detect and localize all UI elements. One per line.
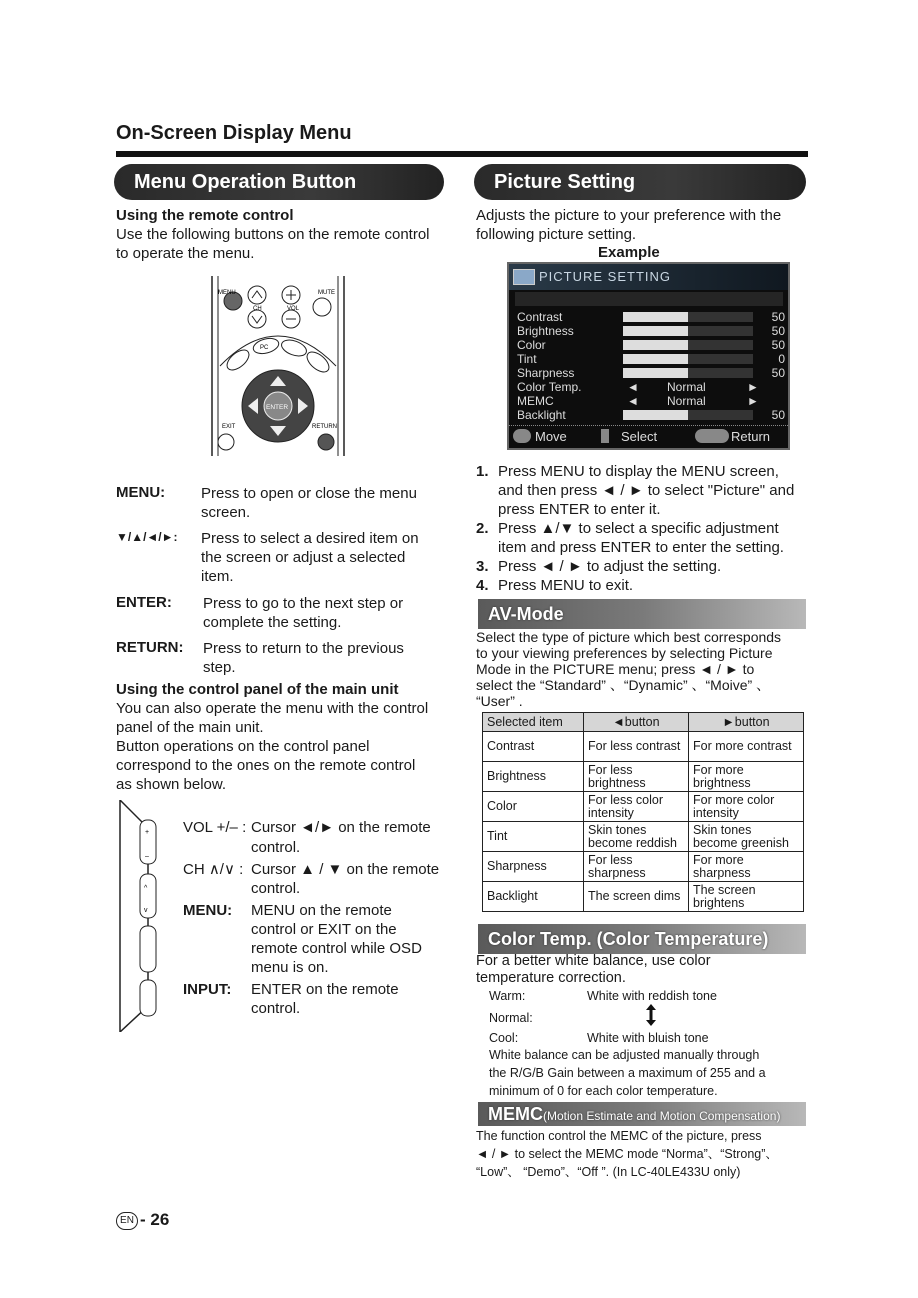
panel-vol-line-1: Cursor ◄/► on the remote (251, 819, 431, 836)
panel-input-term: INPUT: (183, 981, 232, 998)
panel-menu-term: MENU: (183, 902, 233, 919)
step-2-num: 2. (476, 520, 489, 537)
osd-row-value: 50 (771, 338, 785, 352)
memc-text-3: “Low”、 “Demo”、“Off ”. (In LC-40LE433U only) (476, 1165, 741, 1179)
osd-row-value: 50 (771, 408, 785, 422)
svg-text:v: v (144, 907, 148, 914)
ct-cool-name: Cool: (489, 1031, 519, 1045)
pc-key-label: PC (260, 345, 269, 351)
table-cell: For more sharpness (689, 852, 804, 882)
av-text-1: Select the type of picture which best corresponds (476, 629, 782, 645)
panel-vol-term: VOL +/– : (183, 819, 247, 836)
def-return-line-2: step. (203, 659, 236, 676)
def-return-line-1: Press to return to the previous (203, 640, 404, 657)
osd-row-name: Brightness (517, 324, 574, 338)
step-3-line-1: Press ◄ / ► to adjust the setting. (498, 558, 722, 575)
step-3-num: 3. (476, 558, 489, 575)
osd-level-bar (623, 410, 753, 420)
table-cell: Contrast (483, 732, 584, 762)
remote-control-illustration (208, 276, 348, 456)
vol-key-label: VOL (287, 306, 300, 312)
panel-menu-line-3: remote control while OSD (251, 940, 422, 957)
osd-row-tint (517, 352, 787, 366)
table-cell: For less color intensity (584, 792, 689, 822)
memc-title: MEMC (488, 1104, 543, 1124)
av-mode-table (482, 712, 804, 912)
panel-ch-term: CH ∧/∨ : (183, 861, 244, 878)
osd-row-name: Sharpness (517, 366, 575, 380)
av-text-2: to your viewing preferences by selecting Picture (476, 645, 773, 661)
picture-setting-banner: Picture Setting (474, 164, 806, 200)
osd-row-memc (517, 394, 787, 408)
osd-row-value: 50 (771, 366, 785, 380)
osd-row-color (517, 338, 787, 352)
table-row (483, 762, 804, 792)
table-row (483, 882, 804, 912)
panel-intro-1: You can also operate the menu with the control (116, 700, 429, 717)
panel-menu-line-1: MENU on the remote (251, 902, 392, 919)
table-cell: Color (483, 792, 584, 822)
osd-row-mode: Normal (667, 394, 706, 408)
ct-note-3: minimum of 0 for each color temperature. (489, 1084, 718, 1098)
def-arrows-line-2: the screen or adjust a selected (201, 549, 406, 566)
svg-text:+: + (145, 829, 150, 836)
title-rule (116, 151, 808, 157)
table-cell: For more contrast (689, 732, 804, 762)
panel-intro-4: correspond to the ones on the remote control (116, 757, 416, 774)
page-title: On-Screen Display Menu (116, 122, 352, 144)
osd-level-bar (623, 312, 753, 322)
step-2-line-1: Press ▲/▼ to select a specific adjustment (498, 520, 779, 537)
table-row (483, 852, 804, 882)
ct-cool-desc: White with bluish tone (587, 1031, 709, 1045)
menu-operation-banner: Menu Operation Button (114, 164, 444, 200)
step-1-line-3: press ENTER to enter it. (498, 501, 661, 518)
osd-return-label: Return (731, 429, 771, 444)
table-cell: For less sharpness (584, 852, 689, 882)
osd-select-label: Select (621, 429, 658, 444)
panel-vol-line-2: control. (251, 839, 301, 856)
av-mode-title: AV-Mode (478, 599, 806, 629)
svg-text:–: – (145, 853, 149, 860)
osd-row-sharpness (517, 366, 787, 380)
table-header-row (483, 713, 804, 732)
def-arrows-line-1: Press to select a desired item on (201, 530, 419, 547)
panel-menu-line-4: menu is on. (251, 959, 329, 976)
right-arrow-icon: ► (747, 380, 759, 394)
remote-intro-line-2: to operate the menu. (116, 245, 255, 262)
osd-row-backlight (517, 408, 787, 422)
ct-warm-name: Warm: (489, 989, 526, 1003)
osd-level-bar (623, 340, 753, 350)
table-cell: For more color intensity (689, 792, 804, 822)
panel-input-line-1: ENTER on the remote (251, 981, 399, 998)
ct-warm-desc: White with reddish tone (587, 989, 717, 1003)
osd-row-name: Color Temp. (517, 380, 582, 394)
table-row (483, 792, 804, 822)
osd-row-name: Backlight (517, 408, 566, 422)
up-down-arrow-icon (645, 1003, 657, 1027)
color-temp-title: Color Temp. (Color Temperature) (478, 924, 806, 954)
menu-key-label: MENU (218, 290, 236, 296)
osd-row-name: Color (517, 338, 546, 352)
panel-ch-line-1: Cursor ▲ / ▼ on the remote (251, 861, 440, 878)
osd-row-name: Contrast (517, 310, 563, 324)
picture-intro-1: Adjusts the picture to your preference with the (476, 207, 782, 224)
def-term-menu: MENU: (116, 484, 166, 501)
osd-tab-strip (515, 292, 783, 306)
def-menu-line-1: Press to open or close the menu (201, 485, 417, 502)
panel-intro-3: Button operations on the control panel (116, 738, 370, 755)
language-badge: EN (116, 1212, 138, 1230)
memc-text-2: ◄ / ► to select the MEMC mode “Norma”、“Strong”、 (476, 1147, 778, 1161)
table-row (483, 822, 804, 852)
table-row (483, 732, 804, 762)
table-cell: Backlight (483, 882, 584, 912)
memc-subtitle: (Motion Estimate and Motion Compensation) (543, 1109, 781, 1123)
panel-intro-2: panel of the main unit. (116, 719, 264, 736)
def-term-return: RETURN: (116, 639, 184, 656)
ch-key-label: CH (253, 306, 262, 312)
step-4-line-1: Press MENU to exit. (498, 577, 634, 594)
ct-normal-name: Normal: (489, 1011, 533, 1025)
right-arrow-icon: ► (747, 394, 759, 408)
table-cell: Sharpness (483, 852, 584, 882)
def-menu-line-2: screen. (201, 504, 251, 521)
step-1-num: 1. (476, 463, 489, 480)
osd-move-label: Move (535, 429, 567, 444)
osd-row-contrast (517, 310, 787, 324)
def-term-arrows: ▼/▲/◄/►: (116, 530, 178, 544)
osd-level-bar (623, 326, 753, 336)
table-cell: For more brightness (689, 762, 804, 792)
step-1-line-1: Press MENU to display the MENU screen, (498, 463, 779, 480)
osd-row-color-temp (517, 380, 787, 394)
table-cell: Skin tones become greenish (689, 822, 804, 852)
ct-text-1: For a better white balance, use color (476, 953, 711, 969)
av-text-5: “User” . (476, 693, 523, 709)
osd-row-name: MEMC (517, 394, 554, 408)
picture-intro-2: following picture setting. (476, 226, 637, 243)
step-1-line-2: and then press ◄ / ► to select "Picture" and (498, 482, 795, 499)
def-arrows-line-3: item. (201, 568, 234, 585)
panel-input-line-2: control. (251, 1000, 301, 1017)
select-icon (601, 429, 609, 443)
osd-level-bar (623, 368, 753, 378)
osd-level-bar (623, 354, 753, 364)
av-text-4: select the “Standard” 、“Dynamic” 、“Moive” 、 (476, 677, 771, 693)
table-cell: Tint (483, 822, 584, 852)
remote-intro-line-1: Use the following buttons on the remote control (116, 226, 430, 243)
ct-note-2: the R/G/B Gain between a maximum of 255 and a (489, 1066, 766, 1080)
mute-key-label: MUTE (318, 290, 335, 296)
table-cell: For less brightness (584, 762, 689, 792)
left-arrow-icon: ◄ (627, 380, 639, 394)
table-header: Selected item (483, 713, 584, 732)
def-enter-line-2: complete the setting. (203, 614, 342, 631)
osd-picture-setting (507, 262, 790, 450)
osd-footer (509, 425, 788, 448)
enter-key-label: ENTER (266, 404, 289, 411)
move-icon (513, 429, 531, 443)
left-arrow-icon: ◄ (627, 394, 639, 408)
av-text-3: Mode in the PICTURE menu; press ◄ / ► to (476, 661, 755, 677)
exit-key-label: EXIT (222, 424, 236, 430)
tv-icon (513, 269, 535, 285)
osd-row-mode: Normal (667, 380, 706, 394)
control-panel-illustration (118, 800, 178, 1032)
table-cell: Brightness (483, 762, 584, 792)
table-cell: The screen brightens (689, 882, 804, 912)
remote-heading: Using the remote control (116, 207, 294, 224)
osd-row-name: Tint (517, 352, 537, 366)
example-label: Example (598, 244, 660, 261)
step-4-num: 4. (476, 577, 489, 594)
table-cell: Skin tones become reddish (584, 822, 689, 852)
svg-text:^: ^ (144, 885, 148, 892)
def-term-enter: ENTER: (116, 594, 172, 611)
memc-title-bar (478, 1102, 806, 1126)
ct-text-2: temperature correction. (476, 970, 626, 986)
ct-note-1: White balance can be adjusted manually through (489, 1048, 760, 1062)
osd-header (509, 264, 788, 290)
panel-heading: Using the control panel of the main unit (116, 681, 399, 698)
table-header: ►button (689, 713, 804, 732)
return-key-label: RETURN (312, 424, 337, 430)
osd-title: PICTURE SETTING (539, 269, 672, 284)
table-cell: For less contrast (584, 732, 689, 762)
osd-row-brightness (517, 324, 787, 338)
step-2-line-2: item and press ENTER to enter the setting. (498, 539, 784, 556)
memc-text-1: The function control the MEMC of the picture, press (476, 1129, 762, 1143)
osd-row-value: 0 (778, 352, 785, 366)
table-header: ◄button (584, 713, 689, 732)
panel-ch-line-2: control. (251, 880, 301, 897)
panel-intro-5: as shown below. (116, 776, 227, 793)
page-number: - 26 (140, 1210, 170, 1229)
return-icon (695, 429, 729, 443)
osd-row-value: 50 (771, 324, 785, 338)
table-cell: The screen dims (584, 882, 689, 912)
def-enter-line-1: Press to go to the next step or (203, 595, 404, 612)
osd-row-value: 50 (771, 310, 785, 324)
panel-menu-line-2: control or EXIT on the (251, 921, 397, 938)
